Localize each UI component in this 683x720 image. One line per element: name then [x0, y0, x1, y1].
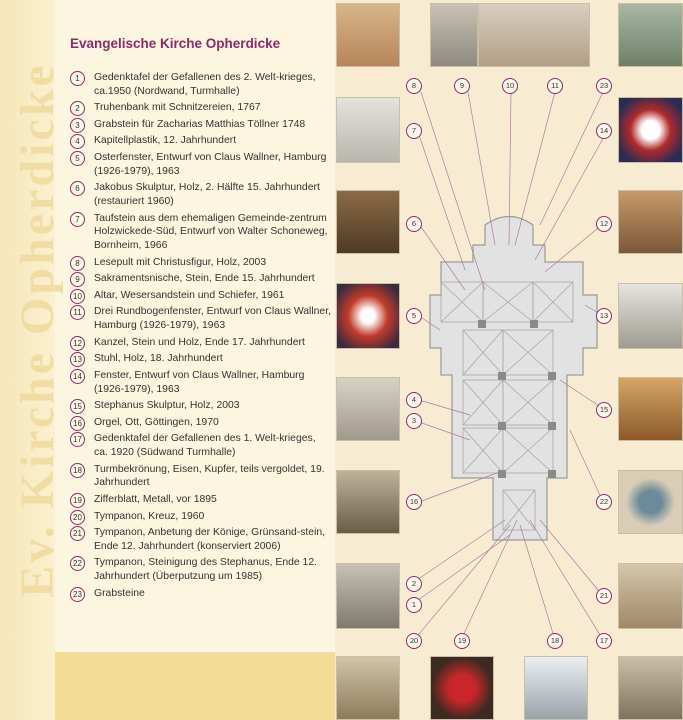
legend-number: 12 — [70, 336, 85, 351]
callout-6: 6 — [406, 216, 422, 232]
legend-text: Tympanon, Kreuz, 1960 — [94, 510, 205, 522]
legend-number: 3 — [70, 118, 85, 133]
callout-13: 13 — [596, 308, 612, 324]
callout-3: 3 — [406, 413, 422, 429]
legend-text: Taufstein aus dem ehemaligen Gemeinde-zentrum Holzwickede-Süd, Entwurf von Walter Schoneweg, Bornheim, 1966 — [94, 212, 328, 252]
legend-item — [70, 212, 332, 253]
legend-text: Gedenktafel der Gefallenen des 2. Welt-krieges, ca.1950 (Nordwand, Turmhalle) — [94, 72, 316, 97]
legend-text: Altar, Wesersandstein und Schiefer, 1961 — [94, 289, 285, 301]
legend-text: Tympanon, Steinigung des Stephanus, Ende 12. Jahrhundert (Überputzung um 1985) — [94, 557, 317, 583]
callout-10: 10 — [502, 78, 518, 94]
legend-text: Tympanon, Anbetung der Könige, Grünsand-stein, Ende 12. Jahrhundert (konserviert 2006) — [94, 527, 326, 552]
legend-item — [70, 151, 332, 179]
legend-item — [70, 416, 332, 430]
legend-text: Lesepult mit Christusfigur, Holz, 2003 — [94, 256, 267, 268]
legend-text: Turmbekrönung, Eisen, Kupfer, teils vergoldet, 19. Jahrhundert — [94, 463, 325, 489]
callout-18: 18 — [547, 633, 563, 649]
callout-19: 19 — [454, 633, 470, 649]
legend-item — [70, 399, 332, 413]
callout-4: 4 — [406, 392, 422, 408]
legend-text: Zifferblatt, Metall, vor 1895 — [94, 494, 217, 506]
legend-item — [70, 289, 332, 303]
legend-item — [70, 181, 332, 209]
legend-item — [70, 526, 332, 554]
callout-23: 23 — [596, 78, 612, 94]
legend-item — [70, 556, 332, 584]
legend-text: Kapitellplastik, 12. Jahrhundert — [94, 135, 237, 147]
callout-20: 20 — [406, 633, 422, 649]
legend-item — [70, 118, 332, 132]
legend-number: 19 — [70, 493, 85, 508]
legend-text: Grabstein für Zacharias Matthias Töllner 1748 — [94, 118, 306, 130]
callout-17: 17 — [596, 633, 612, 649]
legend-panel — [0, 0, 335, 720]
legend-number: 1 — [70, 71, 85, 86]
legend-list — [70, 71, 332, 603]
legend-text: Gedenktafel der Gefallenen des 1. Welt-krieges, ca. 1920 (Südwand Turmhalle) — [94, 433, 316, 459]
callout-8: 8 — [406, 78, 422, 94]
legend-text: Kanzel, Stein und Holz, Ende 17. Jahrhundert — [94, 336, 305, 348]
legend-text: Grabsteine — [94, 587, 145, 599]
legend-text: Truhenbank mit Schnitzereien, 1767 — [94, 102, 261, 114]
legend-item — [70, 493, 332, 507]
decorative-band — [55, 652, 335, 720]
legend-number: 4 — [70, 134, 85, 149]
legend-text: Orgel, Ott, Göttingen, 1970 — [94, 416, 219, 428]
callout-1: 1 — [406, 597, 422, 613]
legend-number: 13 — [70, 352, 85, 367]
legend-number: 15 — [70, 399, 85, 414]
legend-text: Jakobus Skulptur, Holz, 2. Hälfte 15. Jahrhundert (restauriert 1960) — [94, 182, 320, 208]
callout-14: 14 — [596, 123, 612, 139]
legend-number: 10 — [70, 289, 85, 304]
legend-item — [70, 71, 332, 99]
legend-item — [70, 510, 332, 524]
legend-item — [70, 352, 332, 366]
legend-item — [70, 369, 332, 397]
callout-5: 5 — [406, 308, 422, 324]
legend-text: Stephanus Skulptur, Holz, 2003 — [94, 400, 240, 412]
legend-item — [70, 432, 332, 460]
legend-number: 23 — [70, 587, 85, 602]
legend-number: 8 — [70, 256, 85, 271]
legend-number: 21 — [70, 526, 85, 541]
callout-2: 2 — [406, 576, 422, 592]
legend-item — [70, 272, 332, 286]
legend-number: 16 — [70, 416, 85, 431]
legend-item — [70, 463, 332, 491]
legend-item — [70, 305, 332, 333]
legend-number: 18 — [70, 463, 85, 478]
legend-number: 11 — [70, 305, 85, 320]
legend-number: 22 — [70, 556, 85, 571]
callout-12: 12 — [596, 216, 612, 232]
legend-item — [70, 134, 332, 148]
legend-text: Sakramentsnische, Stein, Ende 15. Jahrhundert — [94, 273, 315, 285]
callout-7: 7 — [406, 123, 422, 139]
legend-item — [70, 101, 332, 115]
legend-number: 7 — [70, 212, 85, 227]
callout-9: 9 — [454, 78, 470, 94]
callout-22: 22 — [596, 494, 612, 510]
callout-16: 16 — [406, 494, 422, 510]
legend-item — [70, 256, 332, 270]
callout-15: 15 — [596, 402, 612, 418]
legend-number: 17 — [70, 432, 85, 447]
legend-item — [70, 336, 332, 350]
floorplan-panel — [335, 0, 683, 720]
page-title: Evangelische Kirche Opherdicke — [70, 36, 281, 51]
legend-number: 20 — [70, 510, 85, 525]
callout-21: 21 — [596, 588, 612, 604]
floor-plan — [335, 0, 683, 720]
legend-number: 9 — [70, 272, 85, 287]
legend-number: 6 — [70, 181, 85, 196]
legend-text: Fenster, Entwurf von Claus Wallner, Hamburg (1926-1979), 1963 — [94, 369, 305, 395]
legend-text: Osterfenster, Entwurf von Claus Wallner, Hamburg (1926-1979), 1963 — [94, 151, 327, 177]
callout-11: 11 — [547, 78, 563, 94]
legend-text: Drei Rundbogenfenster, Entwurf von Claus Wallner, Hamburg (1926-1979), 1963 — [94, 306, 331, 332]
vertical-title: Ev. Kirche Opherdicke — [11, 62, 64, 598]
legend-item — [70, 587, 332, 601]
legend-text: Stuhl, Holz, 18. Jahrhundert — [94, 353, 223, 365]
legend-number: 14 — [70, 369, 85, 384]
legend-number: 5 — [70, 151, 85, 166]
legend-number: 2 — [70, 101, 85, 116]
